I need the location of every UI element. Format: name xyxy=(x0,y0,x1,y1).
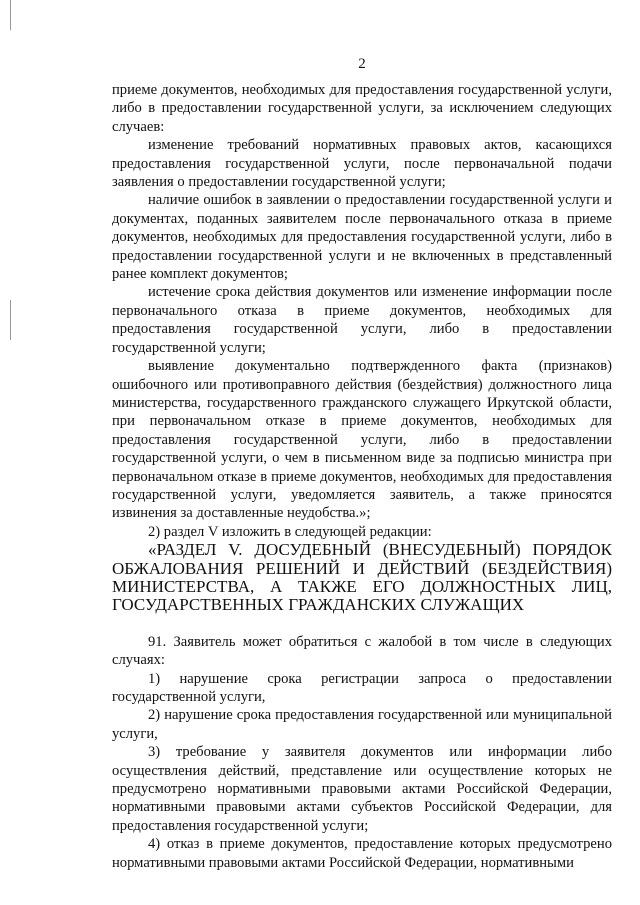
section-heading: «РАЗДЕЛ V. ДОСУДЕБНЫЙ (ВНЕСУДЕБНЫЙ) ПОРЯДОК ОБЖАЛОВАНИЯ РЕШЕНИЙ И ДЕЙСТВИЙ (БЕЗДЕЙСТВИЯ) МИНИСТЕРСТВА, А ТАКЖЕ ЕГО ДОЛЖНОСТНЫХ ЛИЦ, ГОСУДАРСТВЕННЫХ ГРАЖДАНСКИХ СЛУЖАЩИХ xyxy=(112,540,612,615)
list-item-4: 4) отказ в приеме документов, предоставление которых предусмотрено нормативными правовыми актами Российской Федерации, нормативными xyxy=(112,836,612,871)
scan-margin-mark xyxy=(10,0,11,30)
paragraph-exception-2: наличие ошибок в заявлении о предоставлении государственной услуги и документах, поданных заявителем после первоначального отказа в приеме документов, необходимых для предоставления государственной услуги, либо в предоставлении государственной услуги и не включенных в представленный ранее комплект документов; xyxy=(112,192,612,283)
paragraph-exception-4: выявление документально подтвержденного факта (признаков) ошибочного или противоправного действия (бездействия) должностного лица министерства, государственного гражданского служащего Иркутской области, при первоначальном отказе в приеме документов, необходимых для предоставления государственной услуги, либо в предоставлении государственной услуги, о чем в письменном виде за подписью министра при первоначальном отказе в приеме документов, необходимых для предоставления государственной услуги, уведомляется заявитель, а также приносятся извинения за доставленные неудобства.»; xyxy=(112,358,612,522)
document-body xyxy=(112,81,612,872)
paragraph-amendment-2: 2) раздел V изложить в следующей редакции: xyxy=(148,523,432,540)
list-item-2: 2) нарушение срока предоставления государственной или муниципальной услуги, xyxy=(112,707,612,742)
list-item-1: 1) нарушение срока регистрации запроса о предоставлении государственной услуги, xyxy=(112,670,612,705)
scan-margin-mark xyxy=(10,300,11,340)
page-number: 2 xyxy=(358,56,366,72)
paragraph-exception-1: изменение требований нормативных правовых актов, касающихся предоставления государственной услуги, после первоначальной подачи заявления о предоставлении государственной услуги; xyxy=(112,137,612,191)
paragraph-91: 91. Заявитель может обратиться с жалобой в том числе в следующих случаях: xyxy=(112,633,612,669)
list-item-3: 3) требование у заявителя документов или информации либо осуществления действий, представление или осуществление которых не предусмотрено нормативными правовыми актами Российской Федерации, нормативными правовыми актами субъектов Российской Федерации, для предоставления государственной услуги; xyxy=(112,744,612,834)
paragraph-continuation: приеме документов, необходимых для предоставления государственной услуги, либо в предоставлении государственной услуги, за исключением следующих случаев: xyxy=(112,82,612,135)
paragraph-exception-3: истечение срока действия документов или изменение информации после первоначального отказа в приеме документов, необходимых для предоставления государственной услуги, либо в предоставлении государственной услуги; xyxy=(112,284,612,356)
